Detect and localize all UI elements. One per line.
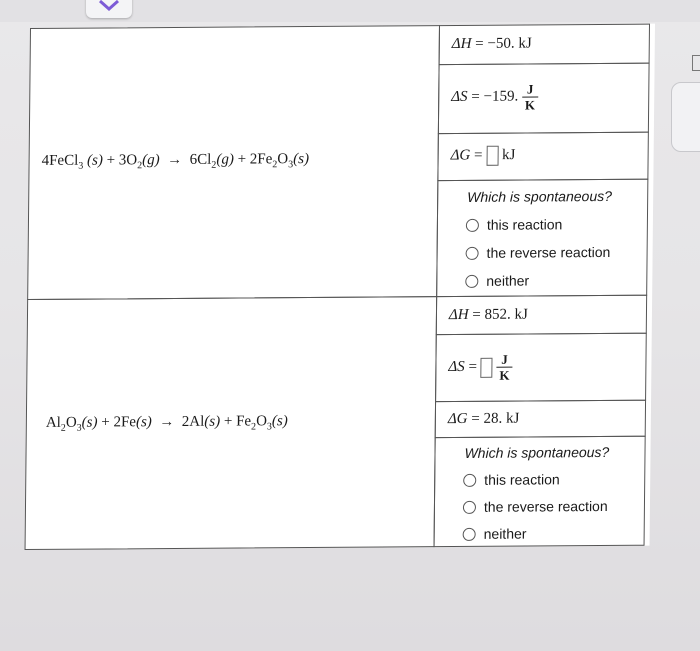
arrow-icon: →	[159, 413, 175, 431]
reaction-1-equation: 4FeCl$_3$ $(s) + 3O_2(g) \to 6Cl_2(g) + 2Fe_2O_3(s)$	[41, 151, 310, 172]
reaction-1-cell	[27, 25, 440, 300]
problem-sheet	[25, 24, 655, 550]
dh-2-cell: ΔH = 852. kJ	[436, 295, 647, 335]
dg-2-value: 28. kJ	[483, 410, 520, 427]
radio-icon[interactable]	[463, 527, 476, 540]
dh-2-value: 852. kJ	[484, 306, 528, 323]
ds-2-input[interactable]	[481, 357, 493, 377]
spontaneous-1-cell	[436, 179, 648, 297]
side-panel[interactable]	[671, 82, 700, 152]
ds-1-value: −159.	[483, 88, 519, 105]
option-1-neither[interactable]: neither	[465, 273, 529, 289]
radio-icon[interactable]	[463, 500, 476, 513]
option-2-this-reaction[interactable]: this reaction	[463, 471, 560, 488]
side-tab[interactable]	[692, 55, 700, 71]
ds-1-unit: $\frac{J}{K}$	[522, 81, 538, 112]
dg-2-cell: ΔG = 28. kJ	[435, 400, 646, 438]
radio-icon[interactable]	[463, 473, 476, 486]
ds-2-cell: ΔS = $\frac{J}{K}$	[435, 333, 647, 402]
ds-1-cell: ΔS = −159. $\frac{J}{K}$	[438, 63, 650, 134]
option-2-reverse-reaction[interactable]: the reverse reaction	[463, 498, 608, 515]
reaction-2-equation: $Al_2O_3(s) + 2Fe(s) \to 2Al(s) + Fe_2O_3(s)$	[45, 413, 288, 434]
reaction-2-cell	[25, 296, 438, 550]
collapse-button[interactable]	[86, 0, 132, 18]
dh-1-cell: ΔH = −50. kJ	[439, 24, 650, 65]
ds-2-unit: $\frac{J}{K}$	[496, 352, 512, 383]
option-1-reverse-reaction[interactable]: the reverse reaction	[466, 244, 611, 261]
spontaneous-2-question: Which is spontaneous?	[464, 443, 610, 461]
dh-1-value: −50. kJ	[487, 35, 532, 52]
radio-icon[interactable]	[466, 218, 479, 231]
spontaneous-1-question: Which is spontaneous?	[467, 187, 613, 205]
radio-icon[interactable]	[466, 246, 479, 259]
chevron-down-icon	[98, 0, 120, 11]
arrow-icon: →	[167, 151, 183, 169]
spontaneous-2-cell	[434, 436, 646, 547]
radio-icon[interactable]	[465, 274, 478, 287]
option-2-neither[interactable]: neither	[463, 526, 527, 542]
dg-1-input[interactable]	[486, 146, 498, 166]
option-1-this-reaction[interactable]: this reaction	[466, 216, 563, 233]
dg-1-cell: ΔG = kJ	[437, 132, 649, 181]
